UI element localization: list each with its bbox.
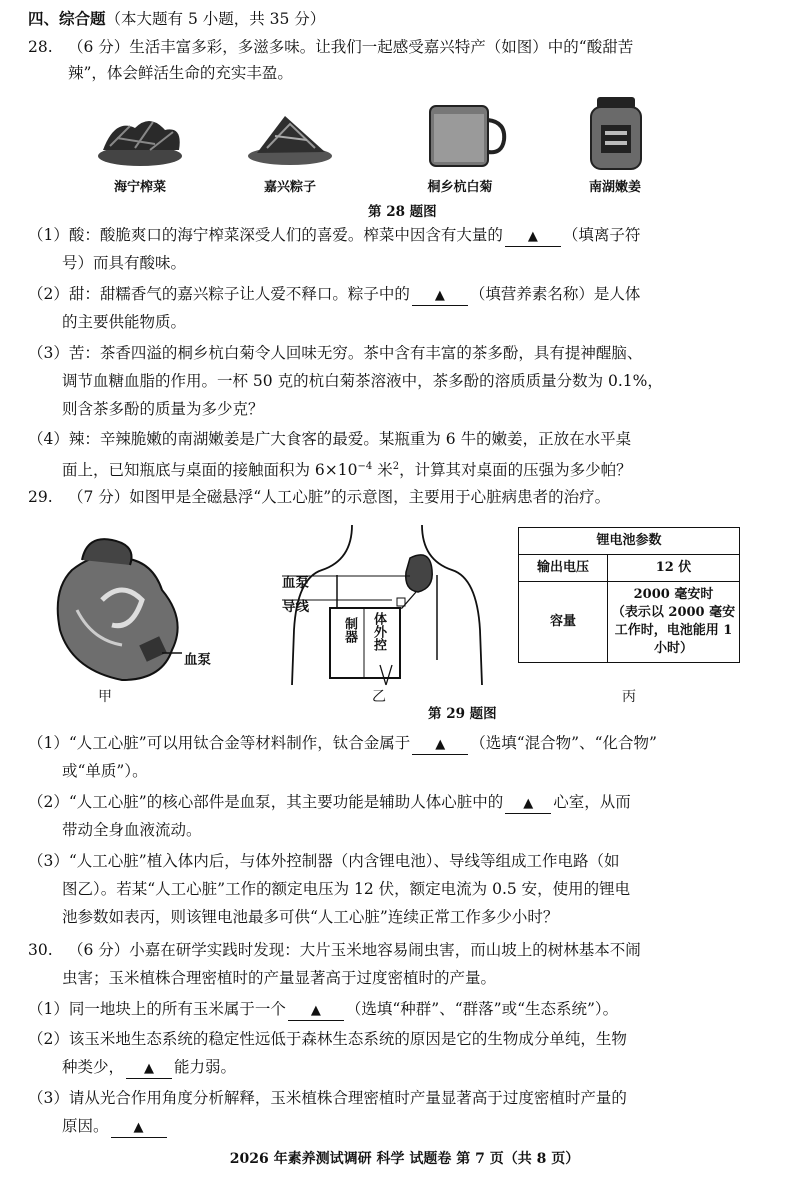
fig-b-controller-label-2: 体外控: [371, 612, 386, 651]
q30-p2-text-b: 种类少，: [62, 1058, 125, 1076]
q28-intro-2: 辣”，体会鲜活生命的充实丰盈。: [68, 64, 293, 82]
triangle-icon: ▲: [144, 1061, 155, 1076]
q28-p4-text-d: ，计算其对桌面的压强为多少帕？: [399, 461, 632, 480]
answer-blank[interactable]: [412, 285, 468, 306]
image-caption-4: 南湖嫩姜: [588, 180, 641, 195]
q29-part1-line1: [28, 732, 657, 755]
q30-p2-text-c: 能力弱。: [174, 1058, 237, 1076]
q28-p1-text-b: （填离子符: [562, 226, 641, 244]
image-caption-2: 嘉兴粽子: [263, 180, 316, 195]
q28-p3-line2: 调节血糖血脂的作用。一杯 50 克的杭白菊茶溶液中，茶多酚的溶质质量分数为 0.1%，: [62, 372, 663, 390]
triangle-icon: ▲: [310, 1003, 321, 1018]
q30-intro-2: 虫害；玉米植株合理密植时的产量显著高于过度密植时的产量。: [62, 969, 497, 987]
q29-p2-text-c: 带动全身血液流动。: [62, 821, 202, 839]
q29-figure-caption: 第 29 题图: [428, 706, 497, 722]
answer-blank[interactable]: [412, 734, 468, 755]
triangle-icon: ▲: [435, 737, 446, 752]
q29-p2-text-b: 心室，从而: [553, 793, 631, 811]
q28-p2-text-b: （填营养素名称）是人体: [469, 285, 641, 303]
answer-blank[interactable]: [126, 1058, 172, 1079]
answer-blank[interactable]: [505, 226, 561, 247]
q30-p1-text-a: （1）同一地块上的所有玉米属于一个: [28, 1000, 286, 1018]
q29-part2-line1: [28, 791, 631, 814]
q29-p2-text-a: （2）“人工心脏”的核心部件是血泵，其主要功能是辅助人体心脏中的: [28, 793, 504, 811]
q28-part1-line1: [28, 224, 640, 247]
q28-p2-text-c: 的主要供能物质。: [62, 313, 187, 331]
answer-blank[interactable]: [288, 1000, 344, 1021]
image-caption-3: 桐乡杭白菊: [427, 180, 493, 195]
battery-voltage-value: 12 伏: [608, 555, 740, 582]
fig-b-pump-label: 血泵: [282, 575, 309, 591]
fig-b-controller-label-1: 制器: [342, 617, 357, 643]
answer-blank[interactable]: [111, 1117, 167, 1138]
chrysanthemum-tea-image: [422, 100, 510, 170]
battery-table: [518, 527, 740, 663]
q30-p2-line1: （2）该玉米地生态系统的稳定性远低于森林生态系统的原因是它的生物成分单纯，生物: [28, 1030, 627, 1048]
q29-p3-line3: 池参数如表丙，则该锂电池最多可供“人工心脏”连续正常工作多少小时？: [62, 908, 559, 926]
battery-capacity-line2: （表示以 2000 毫安: [611, 605, 736, 620]
q28-p4-exponent: −4: [357, 461, 373, 472]
q30-p3-text-b: 原因。: [62, 1117, 109, 1135]
battery-capacity-line1: 2000 毫安时: [633, 587, 714, 602]
q28-p4-line2: [62, 456, 632, 481]
fig-c-caption: 丙: [622, 689, 636, 705]
page-footer: 2026 年素养测试调研 科学 试题卷 第 7 页（共 8 页）: [229, 1151, 580, 1167]
q30-p3-line1: （3）请从光合作用角度分析解释，玉米植株合理密植时产量显著高于过度密植时产量的: [28, 1089, 627, 1107]
q30-intro-1: （6 分）小嘉在研学实践时发现：大片玉米地容易闹虫害，而山坡上的树林基本不闹: [68, 941, 641, 959]
triangle-icon: ▲: [133, 1120, 144, 1135]
q30-number: 30.: [28, 941, 53, 959]
zongzi-image: [245, 108, 335, 170]
pickled-vegetable-image: [95, 108, 185, 170]
q28-p3-line1: （3）苦：茶香四溢的桐乡杭白菊令人回味无穷。茶中含有丰富的茶多酚，具有提神醒脑、: [28, 344, 643, 362]
q29-number: 29.: [28, 488, 53, 506]
battery-voltage-label: 输出电压: [519, 555, 608, 582]
battery-capacity-line4: 小时）: [653, 641, 693, 656]
q28-figure-caption: 第 28 题图: [368, 204, 437, 220]
q29-p3-line2: 图乙）。若某“人工心脏”工作的额定电压为 12 伏，额定电流为 0.5 安，使用的锂电: [62, 880, 631, 898]
fig-a-caption: 甲: [98, 689, 112, 705]
q29-intro: （7 分）如图甲是全磁悬浮“人工心脏”的示意图，主要用于心脏病患者的治疗。: [68, 488, 611, 506]
q30-part1-line1: [28, 998, 618, 1021]
q28-intro-1: （6 分）生活丰富多彩，多滋多味。让我们一起感受嘉兴特产（如图）中的“酸甜苦: [68, 38, 634, 56]
ginger-jar-image: [585, 95, 647, 173]
battery-table-title: 锂电池参数: [519, 528, 740, 555]
section-title: 四、综合题: [28, 9, 106, 28]
q30-part3-line2: [62, 1115, 169, 1138]
q28-p3-line3: 则含茶多酚的质量为多少克？: [62, 400, 264, 418]
fig-a-pump-label: 血泵: [184, 652, 211, 668]
q28-p4-line1: （4）辣：辛辣脆嫩的南湖嫩姜是广大食客的最爱。某瓶重为 6 牛的嫩姜，正放在水平桌: [28, 430, 632, 448]
battery-capacity-line3: 工作时，电池能用 1: [614, 623, 733, 638]
q29-p1-text-a: （1）“人工心脏”可以用钛合金等材料制作，钛合金属于: [28, 734, 411, 752]
battery-capacity-label: 容量: [519, 582, 608, 663]
image-caption-1: 海宁榨菜: [113, 180, 166, 195]
triangle-icon: ▲: [434, 288, 445, 303]
body-diagram: [282, 520, 492, 690]
q30-part2-line2: [62, 1056, 236, 1079]
fig-b-caption: 乙: [372, 689, 386, 705]
fig-b-wire-label: 导线: [282, 599, 309, 615]
q30-p1-text-b: （选填“种群”、“群落”或“生态系统”）。: [345, 1000, 619, 1018]
section-header: [28, 8, 325, 30]
q28-part2-line1: [28, 283, 640, 306]
q28-p4-exponent-2: 2: [392, 461, 400, 472]
q29-p3-line1: （3）“人工心脏”植入体内后，与体外控制器（内含锂电池）、导线等组成工作电路（如: [28, 852, 620, 870]
q28-p1-text-a: （1）酸：酸脆爽口的海宁榨菜深受人们的喜爱。榨菜中因含有大量的: [28, 226, 503, 244]
battery-capacity-value: [608, 582, 740, 663]
q28-p4-text-b: 面上，已知瓶底与桌面的接触面积为 6×10: [62, 461, 358, 480]
triangle-icon: ▲: [523, 796, 534, 811]
answer-blank[interactable]: [505, 793, 551, 814]
q29-p1-text-c: 或“单质”）。: [62, 762, 148, 780]
q28-p4-text-c: 米: [372, 461, 393, 480]
q28-number: 28.: [28, 38, 53, 56]
section-note: （本大题有 5 小题，共 35 分）: [105, 10, 326, 28]
q28-p2-text-a: （2）甜：甜糯香气的嘉兴粽子让人爱不释口。粽子中的: [28, 285, 410, 303]
triangle-icon: ▲: [527, 229, 538, 244]
q29-p1-text-b: （选填“混合物”、“化合物”: [470, 734, 657, 752]
q28-p1-text-c: 号）而具有酸味。: [62, 254, 187, 272]
